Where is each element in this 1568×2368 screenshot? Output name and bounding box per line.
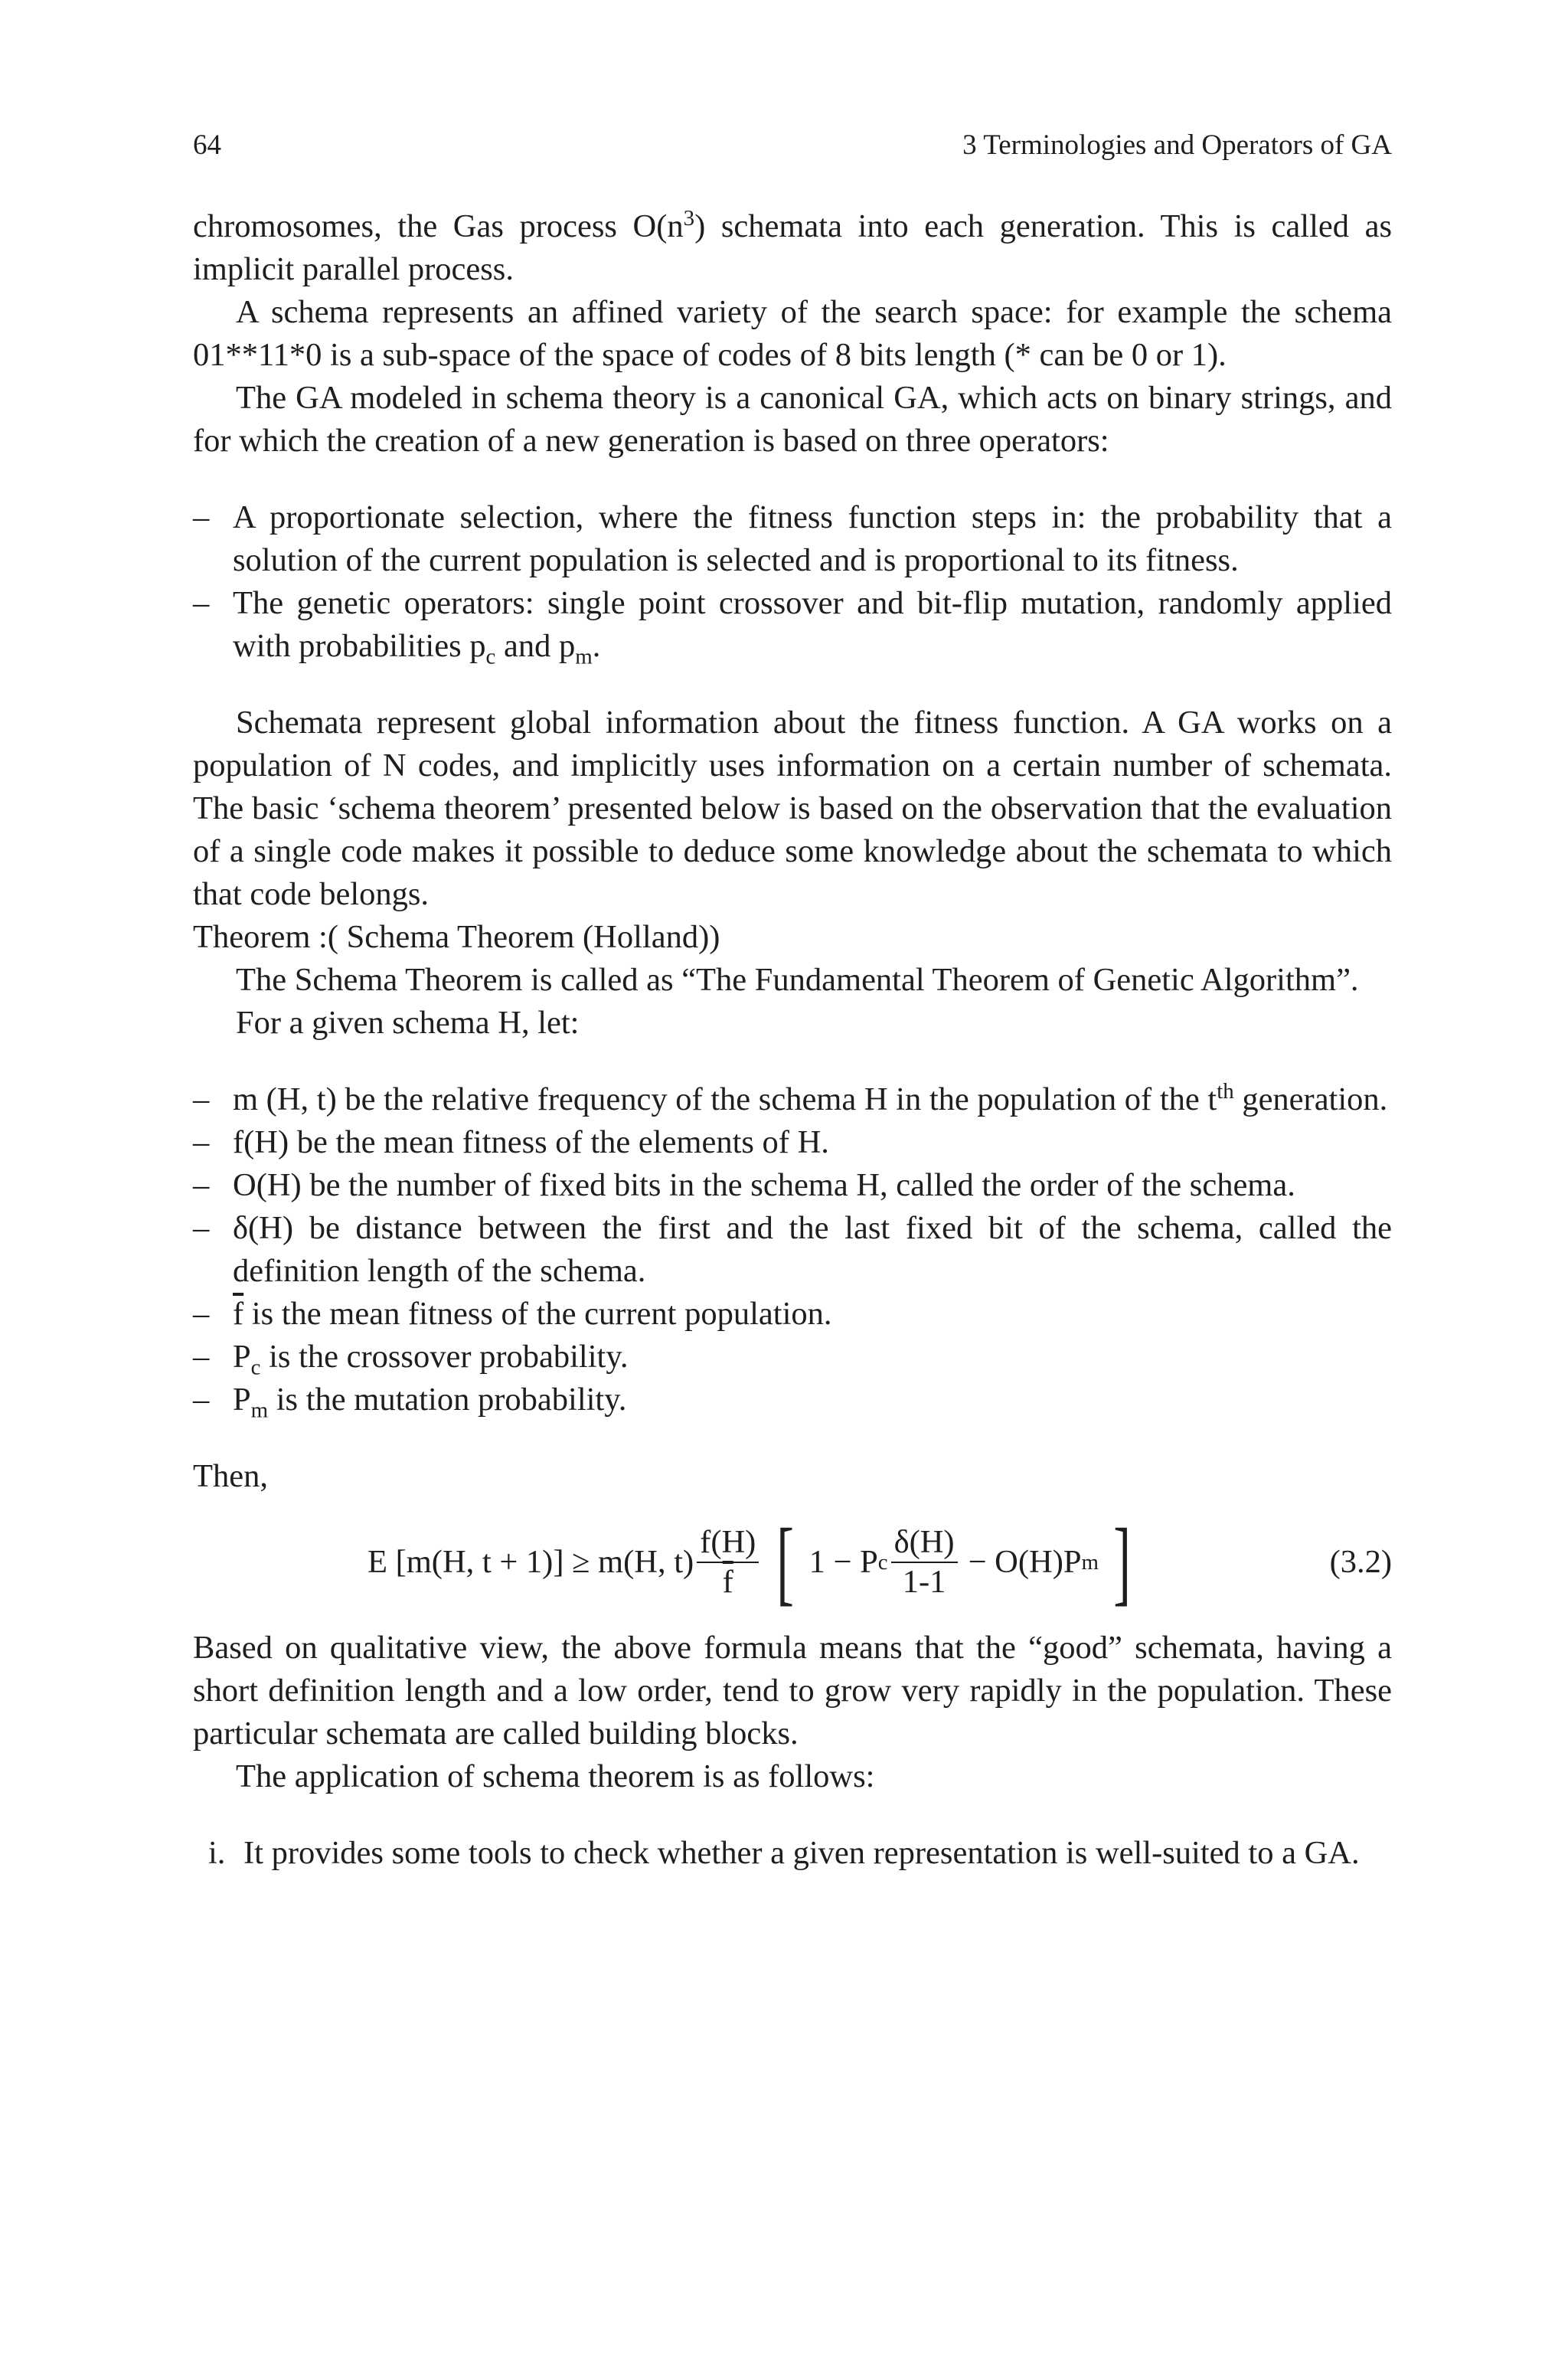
list-item: – $P_c$ is the crossover probability. [193,1336,1392,1379]
paragraph-canonical-ga: The GA modeled in schema theory is a canonical GA, which acts on binary strings, and for which the creation of a new generation is based on three operators: [193,380,1392,459]
running-title: 3 Terminologies and Operators of GA [962,129,1392,161]
schema-theorem-equation [193,1509,1392,1614]
list-dash: – [193,1167,210,1203]
paragraph-building-blocks: Based on qualitative view, the above formula means that the “good” schemata, having a short definition length and a low order, tend to grow very rapidly in the population. These particular schemata are called building blocks. [193,1630,1392,1751]
left-bracket: [ [776,1509,795,1614]
list-dash: – [193,585,210,621]
f-bar-symbol: $\overline{f}$ [233,1296,244,1332]
list-item: i. It provides some tools to check whether a given representation is well-suited to a GA. [193,1832,1392,1875]
paragraph-schema-definition: A schema represents an affined variety of the search space: for example the schema 01**11*0 is a sub-space of the space of codes of 8 bits length (* can be 0 or 1). [193,294,1392,373]
equation-body: E [m(H, t + 1)] ≥ m(H, t) $\frac{f(H)}{f}$ [ 1 − P c $\frac{\delta(H)}{1-1}$ − O(H)P m ] [368,1509,1132,1614]
list-dash: – [193,1339,210,1375]
list-dash: – [193,1382,210,1418]
list-item: – A proportionate selection, where the fitness function steps in: the probability that a solution of the current population is selected and is proportional to its fitness. [193,496,1392,582]
list-item: – $\overline{f}$ is the mean fitness of the current population. [193,1293,1392,1336]
operators-list [193,496,1392,668]
list-dash: – [193,1296,210,1332]
list-item: – O(H) be the number of fixed bits in the schema H, called the order of the schema. [193,1164,1392,1207]
then-text: Then, [193,1458,268,1494]
paragraph-fundamental-theorem: The Schema Theorem is called as “The Fundamental Theorem of Genetic Algorithm”. [236,962,1359,998]
application-list [193,1832,1392,1875]
equation-lhs: E [m(H, t + 1)] ≥ m(H, t) [368,1544,694,1580]
definition-length-fraction: $\frac{\delta(H)}{1-1}$ [891,1523,958,1601]
page-body [193,205,1392,1875]
list-item: – δ(H) be distance between the first and the last fixed bit of the schema, called the definition length of the schema. [193,1207,1392,1293]
running-header [193,129,1392,162]
right-bracket: ] [1113,1509,1132,1614]
list-number: i. [208,1835,226,1871]
list-dash: – [193,499,210,535]
list-item: – The genetic operators: single point crossover and bit-flip mutation, randomly applied with probabilities $p_c$ and $p_m$. [193,582,1392,668]
paragraph-given-schema: For a given schema H, let: [236,1005,580,1041]
list-dash: – [193,1081,210,1117]
list-dash: – [193,1210,210,1246]
theorem-heading: Theorem :( Schema Theorem (Holland)) [193,919,720,955]
paragraph-application: The application of schema theorem is as follows: [236,1758,875,1794]
paragraph-implicit-parallelism: chromosomes, the Gas process $O(n^3)$ schemata into each generation. This is called as implicit parallel process. [193,205,1392,287]
paragraph-schemata-info: Schemata represent global information about the fitness function. A GA works on a population of N codes, and implicitly uses information on a certain number of schemata. The basic ‘schema theorem’ presented below is based on the observation that the evaluation of a single code makes it possible to deduce some knowledge about the schemata to which that code belongs. [193,705,1392,912]
page-number: 64 [193,129,221,161]
equation-number: (3.2) [1329,1544,1392,1580]
definitions-list [193,1078,1392,1421]
list-dash: – [193,1124,210,1160]
fitness-ratio-fraction: $\frac{f(H)}{f}$ [697,1523,759,1601]
list-item: – m (H, t) be the relative frequency of the schema H in the population of the $t^{th}$ generation. [193,1078,1392,1121]
list-item: – f(H) be the mean fitness of the elements of H. [193,1121,1392,1164]
list-item: – $P_m$ is the mutation probability. [193,1379,1392,1421]
